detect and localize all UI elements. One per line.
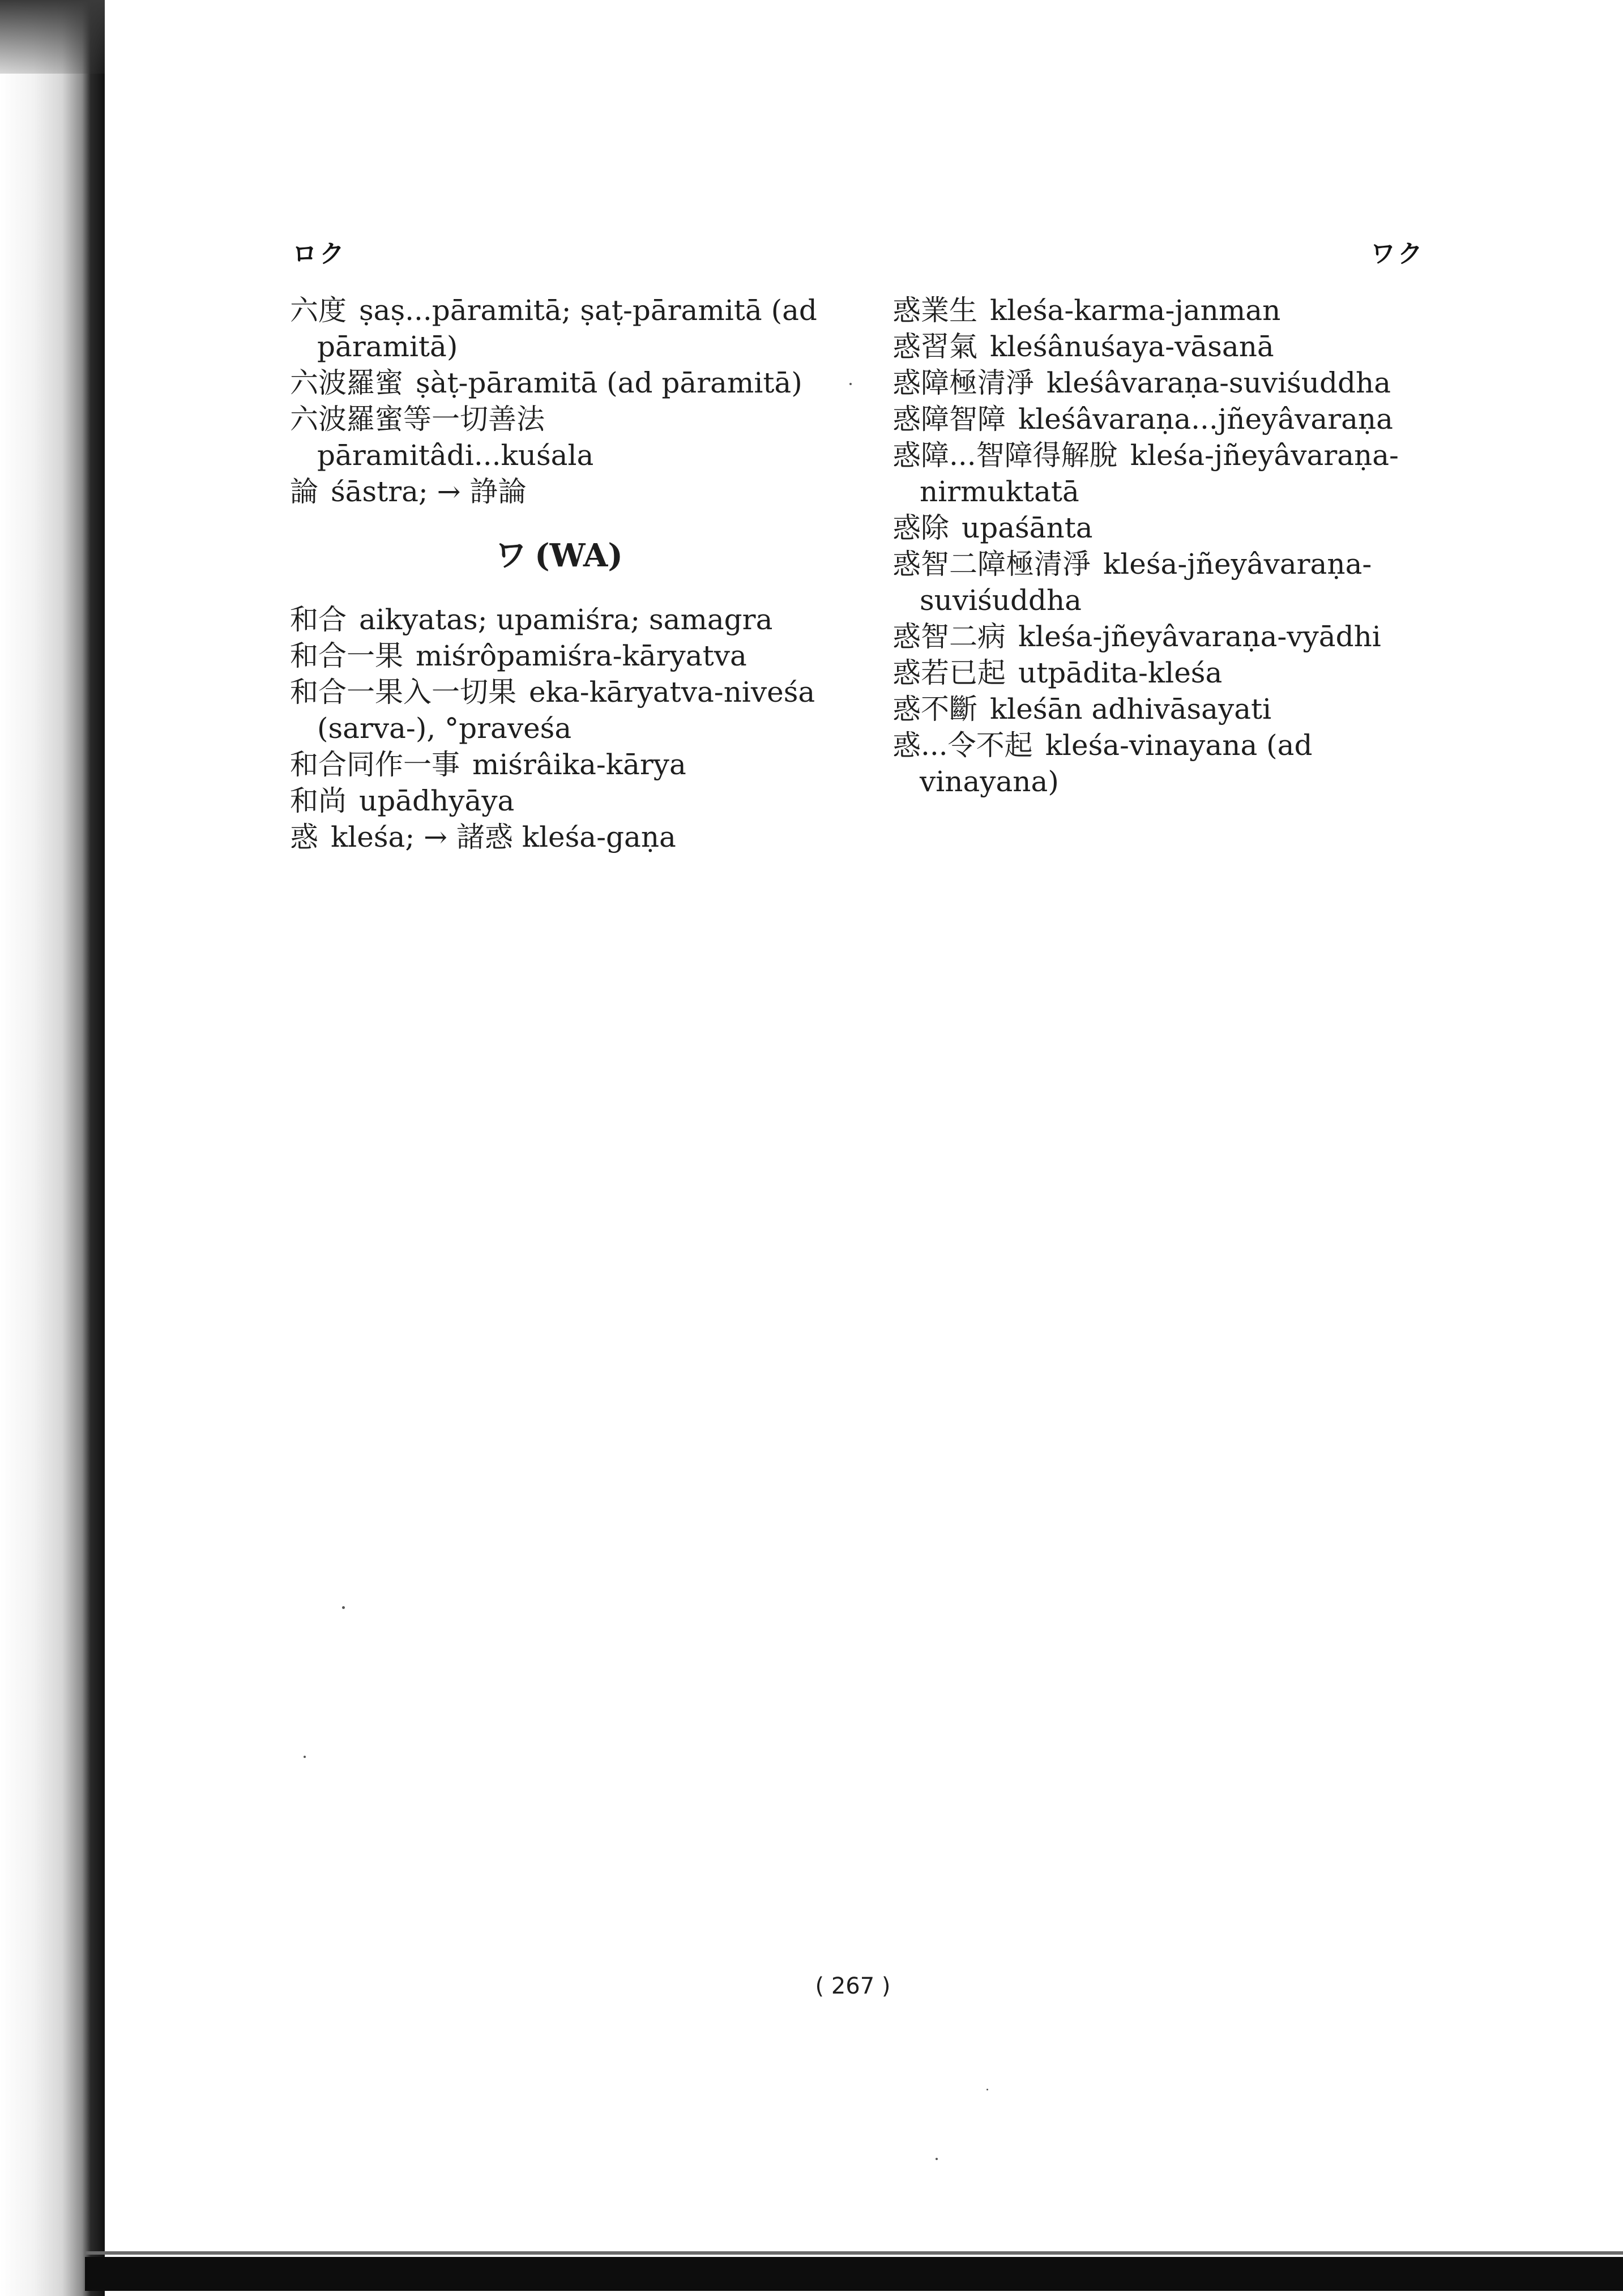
scan-speck xyxy=(342,1606,345,1609)
dictionary-entry xyxy=(290,819,828,855)
scan-edge-line xyxy=(85,2251,1623,2255)
entry-gloss: miśrôpamiśra-kāryatva xyxy=(416,639,747,672)
entry-gloss: kleśâvaraṇa-suviśuddha xyxy=(1047,366,1391,399)
entry-headword: 惑智二障極清淨 xyxy=(892,548,1091,581)
entry-gloss: kleśa-jñeyâvaraṇa-vyādhi xyxy=(1018,620,1381,653)
entry-gloss: kleśâvaraṇa...jñeyâvaraṇa xyxy=(1018,403,1393,436)
entry-gloss: ṣaṣ...pāramitā; ṣaṭ-pāramitā (ad pāramitā) xyxy=(317,294,817,363)
entry-headword: 惑 xyxy=(290,821,318,853)
entry-gloss: eka-kāryatva-niveśa (sarva-), °praveśa xyxy=(317,676,815,745)
dictionary-entry xyxy=(290,601,828,638)
entry-gloss: kleśa-karma-janman xyxy=(990,294,1281,327)
right-column xyxy=(892,292,1447,800)
dictionary-entry xyxy=(290,638,828,674)
entry-headword: 惑習氣 xyxy=(892,330,977,363)
entry-gloss: kleśa-jñeyâvaraṇa-suviśuddha xyxy=(920,548,1372,617)
scan-speck xyxy=(936,2158,938,2160)
entry-headword: 和合同作一事 xyxy=(290,748,460,781)
page-number: ( 267 ) xyxy=(815,1973,891,1999)
entry-gloss: kleśa; → 諸惑 kleśa-gaṇa xyxy=(331,821,676,853)
dictionary-entry xyxy=(892,618,1447,655)
section-kana: ワ xyxy=(495,537,527,574)
entry-headword: 論 xyxy=(290,475,318,508)
entry-headword: 惑除 xyxy=(892,511,949,544)
dictionary-entry xyxy=(290,401,828,473)
dictionary-entry xyxy=(892,401,1447,437)
dictionary-entry xyxy=(892,437,1447,510)
dictionary-entry xyxy=(892,691,1447,727)
dictionary-entry xyxy=(892,365,1447,401)
entry-headword: 和尚 xyxy=(290,784,347,817)
entry-gloss: miśrâika-kārya xyxy=(472,748,686,781)
left-column xyxy=(290,292,828,855)
running-head-left: ロク xyxy=(292,240,347,268)
scan-shadow-corner xyxy=(0,0,105,74)
entry-headword: 惑不斷 xyxy=(892,693,977,725)
dictionary-entry xyxy=(892,727,1447,800)
entry-headword: 惑...令不起 xyxy=(892,729,1033,762)
entry-gloss: ṣàṭ-pāramitā (ad pāramitā) xyxy=(416,366,802,399)
entry-headword: 六波羅蜜等一切善法 xyxy=(290,403,545,436)
section-roman: (WA) xyxy=(535,537,623,574)
entry-gloss: upaśānta xyxy=(962,511,1093,544)
dictionary-entry xyxy=(892,510,1447,546)
dictionary-entry xyxy=(892,292,1447,328)
scan-speck xyxy=(304,1756,306,1758)
entry-gloss: śāstra; → 諍論 xyxy=(331,475,527,508)
entry-headword: 惑障極清淨 xyxy=(892,366,1034,399)
entry-gloss: upādhyāya xyxy=(359,784,515,817)
entry-gloss: kleśān adhivāsayati xyxy=(990,693,1272,725)
dictionary-entry xyxy=(892,546,1447,618)
entry-headword: 六度 xyxy=(290,294,347,327)
entry-gloss: kleśa-jñeyâvaraṇa-nirmuktatā xyxy=(920,439,1399,508)
scan-speck xyxy=(986,2089,988,2090)
entry-headword: 惑智二病 xyxy=(892,620,1006,653)
entry-headword: 和合一果入一切果 xyxy=(290,676,516,709)
entry-headword: 惑若已起 xyxy=(892,656,1006,689)
dictionary-entry xyxy=(290,783,828,819)
entry-headword: 和合 xyxy=(290,603,347,636)
running-head-right: ワク xyxy=(1370,240,1425,268)
dictionary-entry xyxy=(892,655,1447,691)
entry-headword: 惑障...智障得解脫 xyxy=(892,439,1118,472)
section-heading xyxy=(290,536,828,575)
dictionary-entry xyxy=(290,473,828,510)
entry-gloss: utpādita-kleśa xyxy=(1018,656,1223,689)
entry-gloss: pāramitâdi...kuśala xyxy=(317,439,594,472)
entry-gloss: aikyatas; upamiśra; samagra xyxy=(359,603,773,636)
entry-headword: 惑障智障 xyxy=(892,403,1006,436)
dictionary-entry xyxy=(290,746,828,783)
scan-shadow-left xyxy=(0,0,105,2296)
dictionary-entry xyxy=(892,328,1447,365)
dictionary-entry xyxy=(290,365,828,401)
dictionary-entry xyxy=(290,292,828,365)
dictionary-entry xyxy=(290,674,828,746)
entry-gloss: kleśânuśaya-vāsanā xyxy=(990,330,1274,363)
scan-speck xyxy=(849,383,852,385)
entry-headword: 六波羅蜜 xyxy=(290,366,403,399)
entry-headword: 惑業生 xyxy=(892,294,977,327)
entry-gloss: kleśa-vinayana (ad vinayana) xyxy=(920,729,1313,798)
scan-shadow-bottom xyxy=(85,2257,1623,2291)
entry-headword: 和合一果 xyxy=(290,639,403,672)
